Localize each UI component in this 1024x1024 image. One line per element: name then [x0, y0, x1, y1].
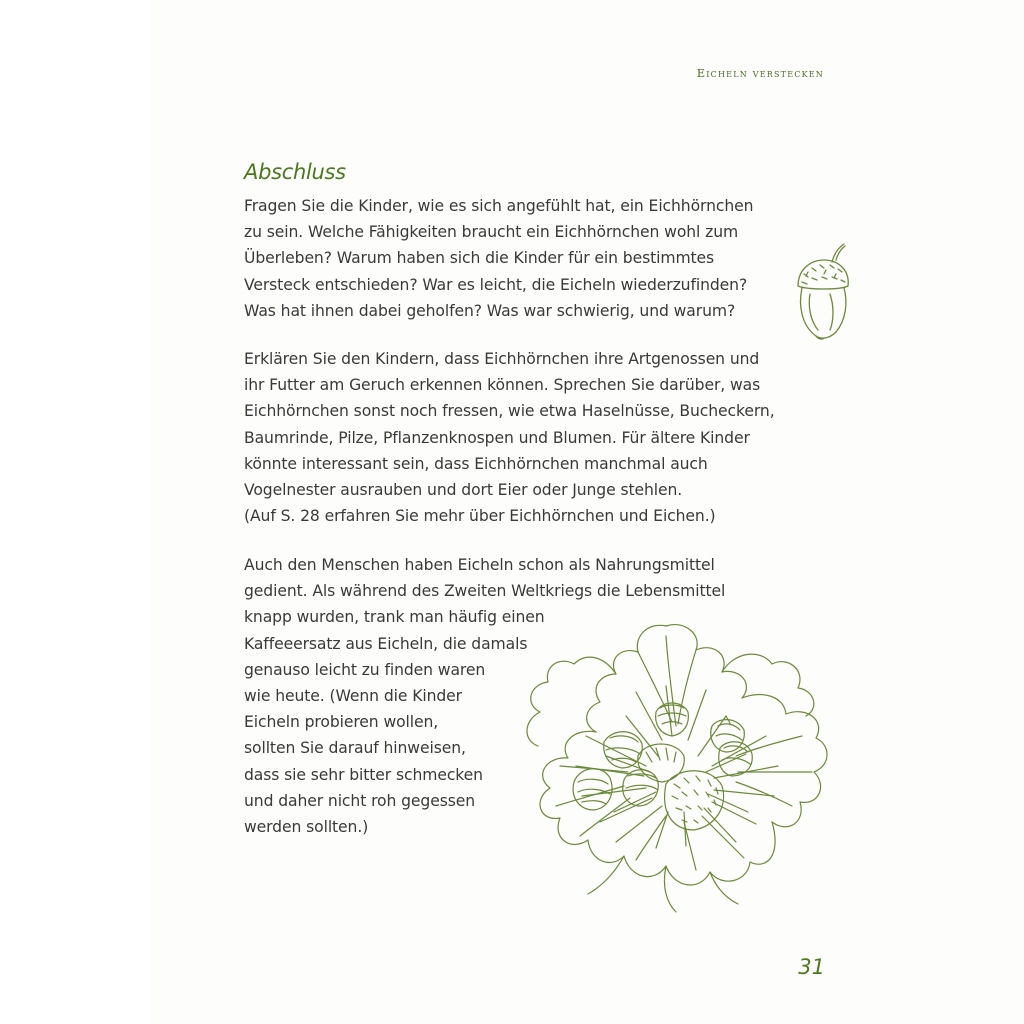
text-line: Überleben? Warum haben sich die Kinder für ein bestimmtes [244, 249, 715, 268]
text-line: zu sein. Welche Fähigkeiten braucht ein Eichhörnchen wohl zum [244, 223, 739, 242]
text-line: Eicheln probieren wollen, [244, 713, 439, 732]
text-line: (Auf S. 28 erfahren Sie mehr über Eichhörnchen und Eichen.) [244, 507, 716, 526]
text-line: Kaffeeersatz aus Eicheln, die damals [244, 634, 528, 653]
paragraph-1 [244, 193, 753, 324]
text-line: Erklären Sie den Kindern, dass Eichhörnchen ihre Artgenossen und [244, 350, 760, 368]
text-line: Was hat ihnen dabei geholfen? Was war schwierig, und warum? [244, 301, 736, 320]
text-line: dass sie sehr bitter schmecken [244, 765, 483, 784]
text-line: werden sollten.) [244, 818, 369, 837]
text-line: gedient. Als während des Zweiten Weltkriegs die Lebensmittel [244, 582, 726, 601]
paragraph-2 [244, 346, 775, 529]
section-title: Abschluss [244, 160, 346, 184]
text-line: Fragen Sie die Kinder, wie es sich angefühlt hat, ein Eichhörnchen [244, 197, 754, 215]
page-number: 31 [798, 955, 825, 979]
acorn-bouquet-illustration [516, 616, 834, 916]
text-line: Vogelnester ausrauben und dort Eier oder Junge stehlen. [244, 481, 683, 500]
acorn-icon [786, 240, 858, 344]
text-line: Versteck entschieden? War es leicht, die Eicheln wiederzufinden? [244, 275, 748, 294]
text-line: wie heute. (Wenn die Kinder [244, 687, 462, 706]
text-line: Auch den Menschen haben Eicheln schon als Nahrungsmittel [244, 556, 715, 574]
text-line: ihr Futter am Geruch erkennen können. Sprechen Sie darüber, was [244, 376, 761, 395]
text-line: Baumrinde, Pilze, Pflanzenknospen und Blumen. Für ältere Kinder [244, 428, 750, 447]
text-line: knapp wurden, trank man häufig einen [244, 608, 545, 627]
text-line: Eichhörnchen sonst noch fressen, wie etwa Haselnüsse, Bucheckern, [244, 402, 775, 421]
text-line: genauso leicht zu finden waren [244, 660, 486, 679]
text-line: und daher nicht roh gegessen [244, 791, 476, 810]
text-line: sollten Sie darauf hinweisen, [244, 739, 466, 758]
text-line: könnte interessant sein, dass Eichhörnchen manchmal auch [244, 454, 708, 473]
running-head: Eicheln verstecken [696, 66, 824, 80]
